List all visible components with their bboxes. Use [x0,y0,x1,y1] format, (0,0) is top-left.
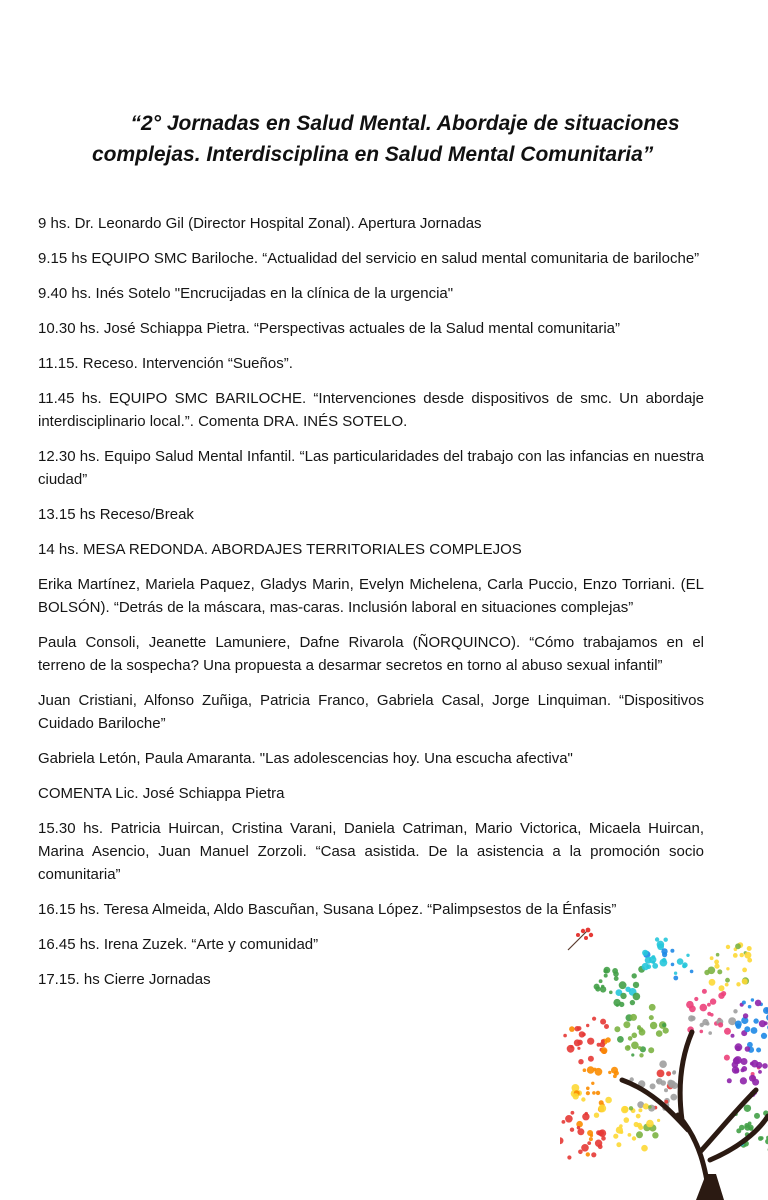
leaf-dot [646,1120,654,1128]
agenda-item: 15.30 hs. Patricia Huircan, Cristina Varani, Daniela Catriman, Mario Victorica, Micaela Huircan, Marina Asencio, Juan Manuel Zorzoli. “Casa asistida. De la asistencia a la promoción socio comunitaria” [38,820,704,883]
leaf-dot [578,1150,583,1155]
leaf-dot [662,1023,666,1027]
leaf-dot [628,1133,632,1137]
leaf-dot [709,979,716,986]
leaf-dot [740,953,744,957]
leaf-dot [586,1024,589,1027]
leaf-dot [751,1027,758,1034]
leaf-dot [594,1113,599,1118]
leaf-dot [751,998,754,1001]
title-line-1: “2° Jornadas en Salud Mental. Abordaje de situaciones [130,112,680,135]
leaf-dot [731,1034,735,1038]
leaf-dot [704,970,709,975]
leaf-dot [740,1077,747,1084]
leaf-dot [656,1030,663,1037]
leaf-dot [743,1013,748,1018]
leaf-dot [733,1009,737,1013]
leaf-dot [595,1068,603,1076]
leaf-dot [616,1127,623,1134]
leaf-dot [570,1128,574,1132]
agenda-item: 9 hs. Dr. Leonardo Gil (Director Hospital Zonal). Apertura Jornadas [38,215,482,232]
agenda-item: Paula Consoli, Jeanette Lamuniere, Dafne Rivarola (ÑORQUINCO). “Cómo trabajamos en el terreno de la sospecha? Una propuesta a desarmar secretos en torno al abuso sexual infantil” [38,634,704,674]
leaf-dot [708,1031,712,1035]
leaf-dot [763,1007,768,1014]
leaf-dot [631,1053,634,1056]
agenda-item: Juan Cristiani, Alfonso Zuñiga, Patricia Franco, Gabriela Casal, Jorge Linquiman. “Dispositivos Cuidado Bariloche” [38,692,704,732]
leaf-dot [657,1119,660,1122]
leaf-dot [599,979,603,983]
leaf-dot [617,1036,624,1043]
leaf-dot [750,1062,754,1066]
leaf-dot [748,1125,754,1131]
leaf-dot [638,1125,643,1130]
leaf-dot [724,1055,730,1061]
leaf-dot [598,1104,606,1112]
leaf-dot [619,981,627,989]
leaf-dot [578,1059,583,1064]
leaf-dot [565,1115,573,1123]
leaf-dot [707,1003,711,1007]
agenda-item: 16.45 hs. Irena Zuzek. “Arte y comunidad” [38,936,319,953]
leaf-dot [629,1106,633,1110]
agenda-item: 13.15 hs Receso/Break [38,506,194,523]
leaf-dot [673,976,678,981]
leaf-dot [742,1066,748,1072]
leaf-dot [581,1144,589,1152]
leaf-dot [659,1060,667,1068]
leaf-dot [612,968,618,974]
leaf-dot [672,1071,676,1075]
leaf-dot [589,1137,593,1141]
leaf-dot [735,943,741,949]
leaf-dot [642,963,649,970]
leaf-dot [657,1070,665,1078]
agenda-item: 11.15. Receso. Intervención “Sueños”. [38,355,293,372]
leaf-dot [734,1068,739,1073]
leaf-dot [604,974,608,978]
leaf-dot [719,985,725,991]
leaf-dot [605,1097,612,1104]
leaf-dot [732,1061,739,1068]
leaf-dot [753,1018,758,1023]
leaf-dot [642,950,648,956]
leaf-dot [616,1142,621,1147]
leaf-dot [650,1022,657,1029]
leaf-dot [736,1024,741,1029]
leaf-dot [717,969,722,974]
leaf-dot [630,1000,635,1005]
leaf-dot [664,1100,668,1104]
leaf-dot [587,1130,593,1136]
leaf-dot [636,1131,643,1138]
leaf-dot [747,946,752,951]
leaf-dot [700,1030,704,1034]
leaf-dot [706,1022,710,1026]
leaf-dot [648,1047,654,1053]
leaf-dot [613,1134,618,1139]
leaf-dot [633,993,641,1001]
leaf-dot [650,1083,656,1089]
leaf-dot [716,953,720,957]
leaf-dot [614,976,619,981]
agenda-item: 9.40 hs. Inés Sotelo "Encrucijadas en la clínica de la urgencia" [38,285,454,302]
leaf-dot [733,953,738,958]
leaf-dot [648,1105,652,1109]
leaf-dot [600,1019,606,1025]
leaf-dot [639,1027,644,1032]
leaf-dot [664,938,668,942]
leaf-dot [634,1122,639,1127]
agenda-item: Erika Martínez, Mariela Paquez, Gladys Marin, Evelyn Michelena, Carla Puccio, Enzo Torriani. (EL BOLSÓN). “Detrás de la máscara, mas-caras. Inclusión laboral en situaciones complejas” [38,576,704,616]
leaf-dot [666,1071,671,1076]
leaf-dot [670,1094,677,1101]
agenda-item: 10.30 hs. José Schiappa Pietra. “Perspectivas actuales de la Salud mental comunitaria” [38,320,620,337]
leaf-dot [656,1080,659,1083]
leaf-dot [707,1012,711,1016]
leaf-dot [579,1031,585,1037]
leaf-dot [641,1145,648,1152]
leaf-dot [623,1021,630,1028]
leaf-dot [613,1074,617,1078]
leaf-dot [725,978,730,983]
leaf-dot [577,1047,580,1050]
document-title [60,108,720,170]
leaf-dot [710,998,716,1004]
leaf-dot [616,1004,619,1007]
leaf-dot [661,948,667,954]
leaf-dot [755,1000,762,1007]
agenda-item: 9.15 hs EQUIPO SMC Bariloche. “Actualidad del servicio en salud mental comunitaria de bariloche” [38,250,700,267]
leaf-dot [633,982,639,988]
leaf-dot [742,968,747,973]
leaf-dot [624,1117,630,1123]
leaf-dot [625,987,630,992]
leaf-dot [682,962,687,967]
leaf-dot [639,1053,643,1057]
leaf-dot [592,1017,596,1021]
leaf-dot [756,1062,763,1069]
leaf-dot [597,1043,601,1047]
leaf-dot [632,1033,638,1039]
colorful-tree-icon [560,920,768,1200]
agenda-item: 14 hs. MESA REDONDA. ABORDAJES TERRITORIALES COMPLEJOS [38,541,522,558]
leaf-dot [599,1129,607,1137]
leaf-dot [726,967,729,970]
leaf-dot [718,1022,723,1027]
leaf-dot [586,1087,590,1091]
leaf-dot [748,1005,752,1009]
agenda-item: Gabriela Letón, Paula Amaranta. "Las adolescencias hoy. Una escucha afectiva" [38,750,573,767]
leaf-dot [721,991,726,996]
leaf-dot [744,1105,751,1112]
leaf-dot [649,1015,654,1020]
leaf-dot [573,1093,579,1099]
leaf-dot [587,1038,594,1045]
leaf-dot [586,1091,590,1095]
leaf-dot [758,1070,762,1074]
leaf-dot [586,1152,590,1156]
leaf-dot [587,1066,595,1074]
leaf-dot [686,954,689,957]
leaf-dot [671,1081,674,1084]
leaf-dot [625,1045,631,1051]
leaf-dot [603,969,607,973]
leaf-dot [744,1026,750,1032]
leaf-dot [688,1015,694,1021]
agenda-item: 12.30 hs. Equipo Salud Mental Infantil. “Las particularidades del trabajo con las infancias en nuestra ciudad” [38,448,704,488]
leaf-dot [611,1067,618,1074]
leaf-dot [577,1126,580,1129]
leaf-dot [588,1056,594,1062]
leaf-dot [569,1026,575,1032]
leaf-dot [620,993,626,999]
title-line-2: complejas. Interdisciplina en Salud Mental Comunitaria” [92,143,654,166]
leaf-dot [574,1039,581,1046]
leaf-dot [710,956,714,960]
leaf-dot [724,1028,731,1035]
leaf-dot [609,991,613,995]
leaf-dot [591,1082,594,1085]
leaf-dot [614,1026,620,1032]
leaf-dot [761,1033,767,1039]
leaf-dot [567,1155,571,1159]
leaf-dot [660,959,668,967]
leaf-dot [571,1111,575,1115]
leaf-dot [628,1036,633,1041]
leaf-dot [652,1132,658,1138]
leaf-dot [591,1152,596,1157]
leaf-dot [660,1080,666,1086]
leaf-dot [664,1088,668,1092]
leaf-dot [745,1046,751,1052]
leaf-dot [749,1075,756,1082]
leaf-dot [677,958,684,965]
leaf-dot [702,989,707,994]
leaf-dot [581,1097,585,1101]
leaf-dot [663,1028,669,1034]
leaf-dot [622,1106,628,1112]
leaf-dot [689,1005,696,1012]
leaf-dot [762,1063,768,1069]
leaf-dot [638,1046,642,1050]
leaf-dot [601,1047,608,1054]
leaf-dot [756,1048,761,1053]
leaf-dot [725,983,729,987]
leaf-dot [562,1120,566,1124]
agenda-item: COMENTA Lic. José Schiappa Pietra [38,785,285,802]
leaf-dot [739,1125,745,1131]
leaf-dot [560,1137,564,1144]
leaf-dot [638,1108,642,1112]
leaf-dot [563,1034,567,1038]
leaf-dot [670,949,674,953]
leaf-dot [596,1091,600,1095]
agenda-item: 16.15 hs. Teresa Almeida, Aldo Bascuñan, Susana López. “Palimpsestos de la Énfasis” [38,901,617,918]
leaf-dot [585,1112,588,1115]
leaf-dot [604,1024,609,1029]
leaf-dot [726,945,730,949]
leaf-dot [690,970,694,974]
leaf-dot [630,1014,637,1021]
agenda-item: 17.15. hs Cierre Jornadas [38,971,211,988]
leaf-dot [600,986,606,992]
leaf-dot [631,1042,639,1050]
leaf-dot [570,1045,573,1048]
leaf-dot [748,1122,752,1126]
leaf-dot [652,963,658,969]
leaf-dot [714,964,719,969]
leaf-dot [727,1078,732,1083]
leaf-dot [714,960,719,965]
leaf-dot [736,982,740,986]
leaf-dot [587,1141,591,1145]
leaf-dot [608,1071,611,1074]
leaf-dot [735,1046,740,1051]
leaf-dot [671,963,675,967]
leaf-dot [649,956,656,963]
leaf-dot [636,1114,641,1119]
agenda-item: 11.45 hs. EQUIPO SMC BARILOCHE. “Intervenciones desde dispositivos de smc. Un abordaje interdisciplinario local.”. Comenta DRA. INÉS SOTELO. [38,390,704,430]
leaf-dot [742,979,748,985]
agenda-list [38,212,704,1003]
leaf-dot [649,1004,656,1011]
leaf-dot [583,1068,587,1072]
leaf-dot [632,1136,636,1140]
leaf-dot [694,997,698,1001]
leaf-dot [700,1004,708,1012]
leaf-dot [754,1113,760,1119]
leaf-dot [742,1001,746,1005]
leaf-dot [575,1026,580,1031]
leaf-dot [747,958,752,963]
leaf-dot [595,1140,602,1147]
leaf-dot [594,984,600,990]
leaf-dot [674,972,677,975]
leaf-dot [764,1021,768,1025]
leaf-dot [643,1103,649,1109]
leaf-dot [758,1136,763,1141]
leaf-dot [592,1091,596,1095]
leaf-dot [632,973,637,978]
leaf-dot [744,952,751,959]
